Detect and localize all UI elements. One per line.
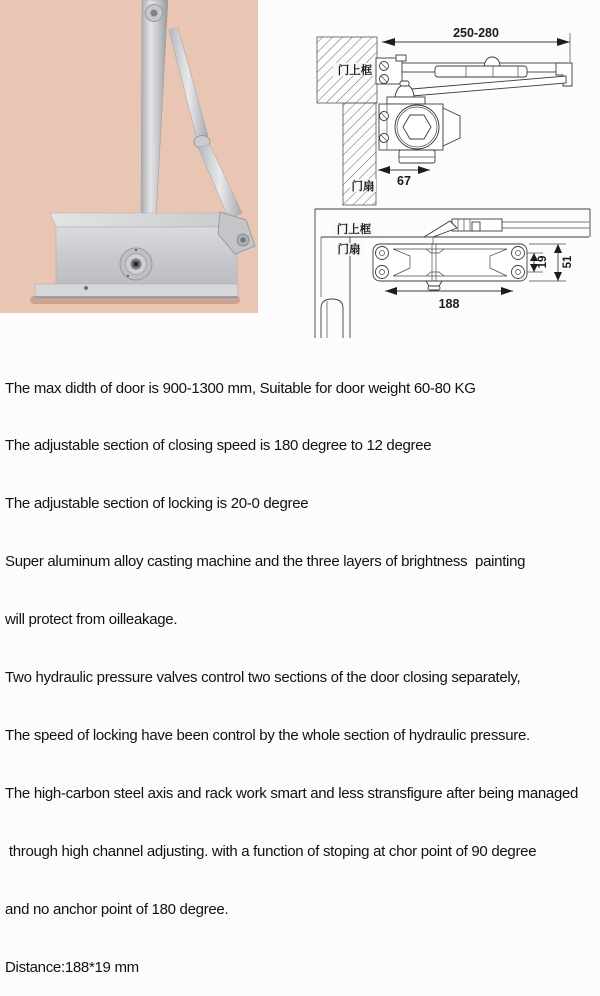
description-line: The max didth of door is 900-1300 mm, Suitable for door weight 60-80 KG — [5, 379, 476, 397]
description-line: The adjustable section of locking is 20-0 degree — [5, 495, 309, 513]
body-right-wing — [443, 108, 460, 146]
dimension-250-280 — [382, 26, 570, 62]
front-top-frame-label: 门上框 — [336, 224, 372, 236]
description-line: and no anchor point of 180 degree. — [5, 900, 229, 918]
slide-channel — [424, 219, 589, 237]
arm-adjuster-bump — [484, 57, 500, 66]
body-height-dimension: 51 — [562, 255, 574, 269]
door-edge-profile — [321, 299, 343, 338]
arm-link — [424, 221, 457, 237]
hole-distance-dimension: 188 — [438, 297, 460, 311]
product-photo — [0, 0, 258, 313]
description-line: Two hydraulic pressure valves control two sections of the door closing separately, — [5, 669, 521, 687]
side-view-diagram — [300, 0, 600, 210]
description-line: The adjustable section of closing speed is 180 degree to 12 degree — [5, 437, 432, 455]
closer-body-front-view — [373, 237, 527, 290]
front-view-diagram — [300, 195, 600, 345]
arm-span-dimension: 250-280 — [453, 26, 499, 40]
dimension-19 — [527, 253, 549, 272]
valve-cylinder — [399, 150, 435, 163]
flange-screw — [84, 286, 88, 290]
dimension-51 — [529, 244, 574, 281]
wall-section — [317, 37, 377, 205]
body-offset-dimension: 67 — [397, 174, 411, 188]
dimension-188 — [385, 287, 513, 311]
description-line: Super aluminum alloy casting machine and the three layers of brightness painting — [5, 553, 526, 571]
pivot-dome — [395, 85, 414, 97]
front-door-leaf-label: 门扇 — [337, 244, 361, 256]
description-line: The speed of locking have been control by the whole section of hydraulic pressure. — [5, 726, 530, 744]
description-line: through high channel adjusting. with a function of stoping at chor point of 90 degree — [5, 842, 537, 860]
hole-spacing-dimension: 19 — [537, 255, 549, 269]
side-top-frame-label: 门上框 — [337, 65, 373, 77]
mounting-flange — [35, 284, 238, 297]
adjust-knob — [120, 248, 152, 280]
spindle-tab — [426, 281, 442, 286]
description-line: The high-carbon steel axis and rack work smart and less stransfigure after being managed — [5, 784, 579, 802]
lower-arm — [400, 76, 566, 97]
description-line: Distance:188*19 mm — [5, 958, 139, 976]
door-closer-photo-illustration — [0, 0, 258, 313]
product-description — [5, 340, 599, 996]
dimension-67 — [378, 166, 430, 188]
side-door-leaf-label: 门扇 — [351, 181, 375, 193]
description-line: will protect from oilleakage. — [5, 611, 178, 629]
